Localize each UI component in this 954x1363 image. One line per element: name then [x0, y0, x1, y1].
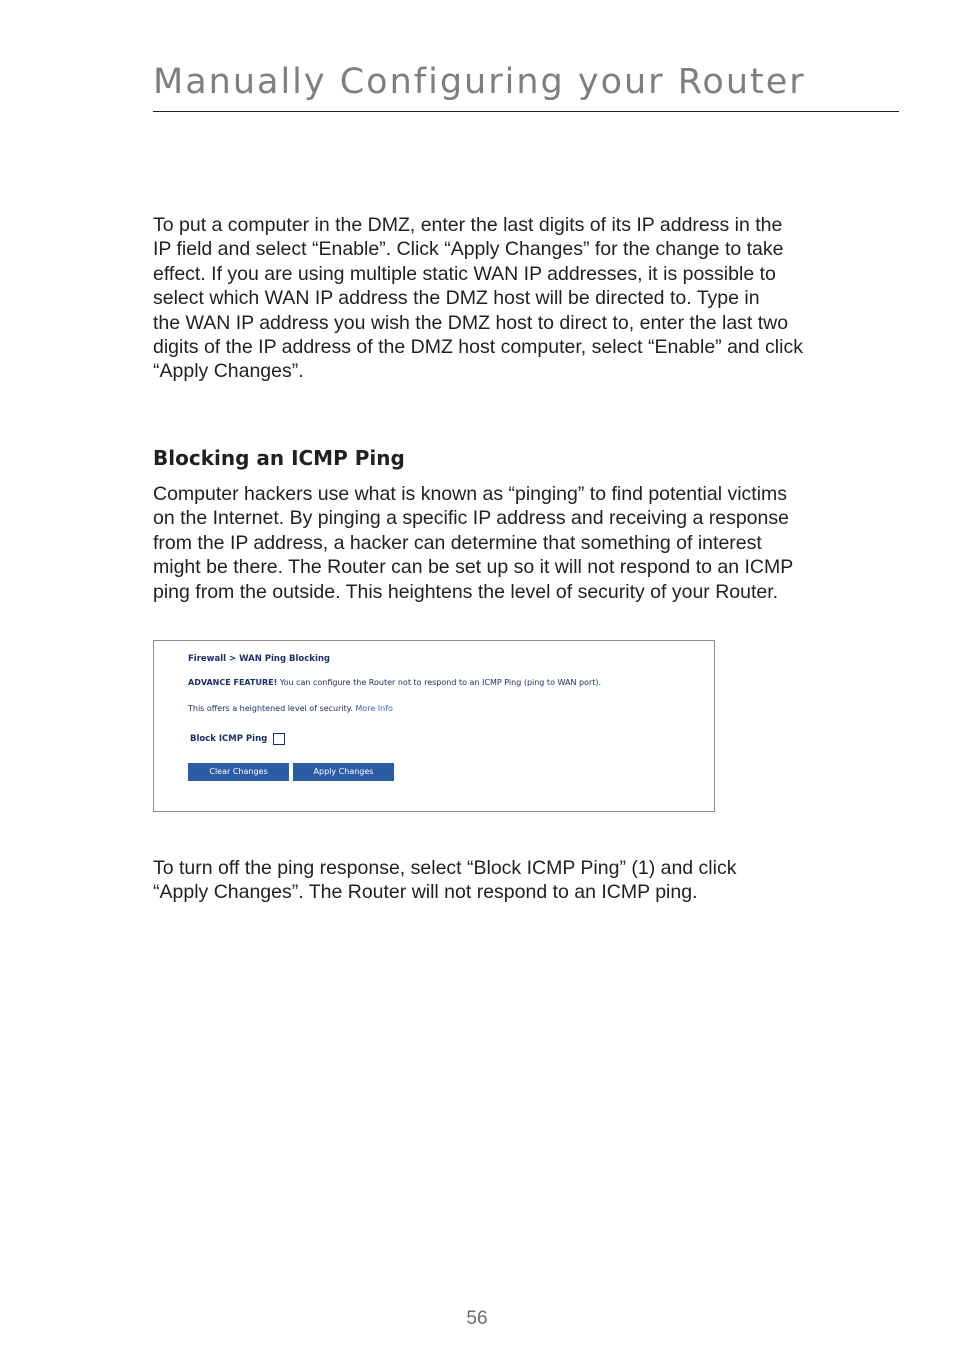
intro-line: To put a computer in the DMZ, enter the last digits of its IP address in the: [153, 214, 783, 236]
advance-feature-label: ADVANCE FEATURE!: [188, 678, 278, 687]
page-number: 56: [466, 1308, 488, 1329]
section-line: might be there. The Router can be set up so it will not respond to an ICMP: [153, 556, 794, 579]
intro-line: IP field and select “Enable”. Click “Apply Changes” for the change to take: [153, 238, 784, 261]
breadcrumb: Firewall > WAN Ping Blocking: [188, 654, 330, 664]
section-line: Computer hackers use what is known as “pinging” to find potential victims: [153, 483, 788, 505]
intro-line: digits of the IP address of the DMZ host computer, select “Enable” and click: [153, 336, 803, 359]
advance-feature-note: [188, 678, 601, 687]
closing-line: “Apply Changes”. The Router will not respond to an ICMP ping.: [153, 881, 698, 904]
title-divider: [153, 111, 899, 112]
intro-line: the WAN IP address you wish the DMZ host to direct to, enter the last two: [153, 311, 789, 334]
more-info-link[interactable]: More Info: [355, 704, 393, 713]
router-screenshot: [153, 640, 715, 812]
closing-paragraph: [153, 856, 873, 905]
section-line: ping from the outside. This heightens the level of security of your Router.: [153, 580, 779, 603]
intro-line: select which WAN IP address the DMZ host will be directed to. Type in: [153, 287, 760, 310]
intro-line: effect. If you are using multiple static WAN IP addresses, it is possible to: [153, 262, 776, 285]
section-line: from the IP address, a hacker can determine that something of interest: [153, 531, 762, 554]
advance-feature-text: You can configure the Router not to respond to an ICMP Ping (ping to WAN port).: [277, 678, 602, 687]
apply-changes-button[interactable]: Apply Changes: [293, 763, 394, 781]
block-icmp-label: Block ICMP Ping: [190, 734, 268, 744]
clear-changes-button[interactable]: Clear Changes: [188, 763, 289, 781]
block-icmp-row: [190, 733, 285, 745]
section-paragraph: [153, 482, 873, 604]
security-note-text: This offers a heightened level of security.: [188, 704, 356, 713]
block-icmp-checkbox[interactable]: [273, 733, 285, 745]
security-note: [188, 704, 393, 713]
closing-line: To turn off the ping response, select “Block ICMP Ping” (1) and click: [153, 857, 737, 879]
page-title: Manually Configuring your Router: [153, 62, 806, 102]
section-line: on the Internet. By pinging a specific IP address and receiving a response: [153, 507, 789, 530]
intro-line: “Apply Changes”.: [153, 360, 304, 383]
section-heading: Blocking an ICMP Ping: [153, 446, 405, 470]
intro-paragraph: [153, 213, 873, 384]
